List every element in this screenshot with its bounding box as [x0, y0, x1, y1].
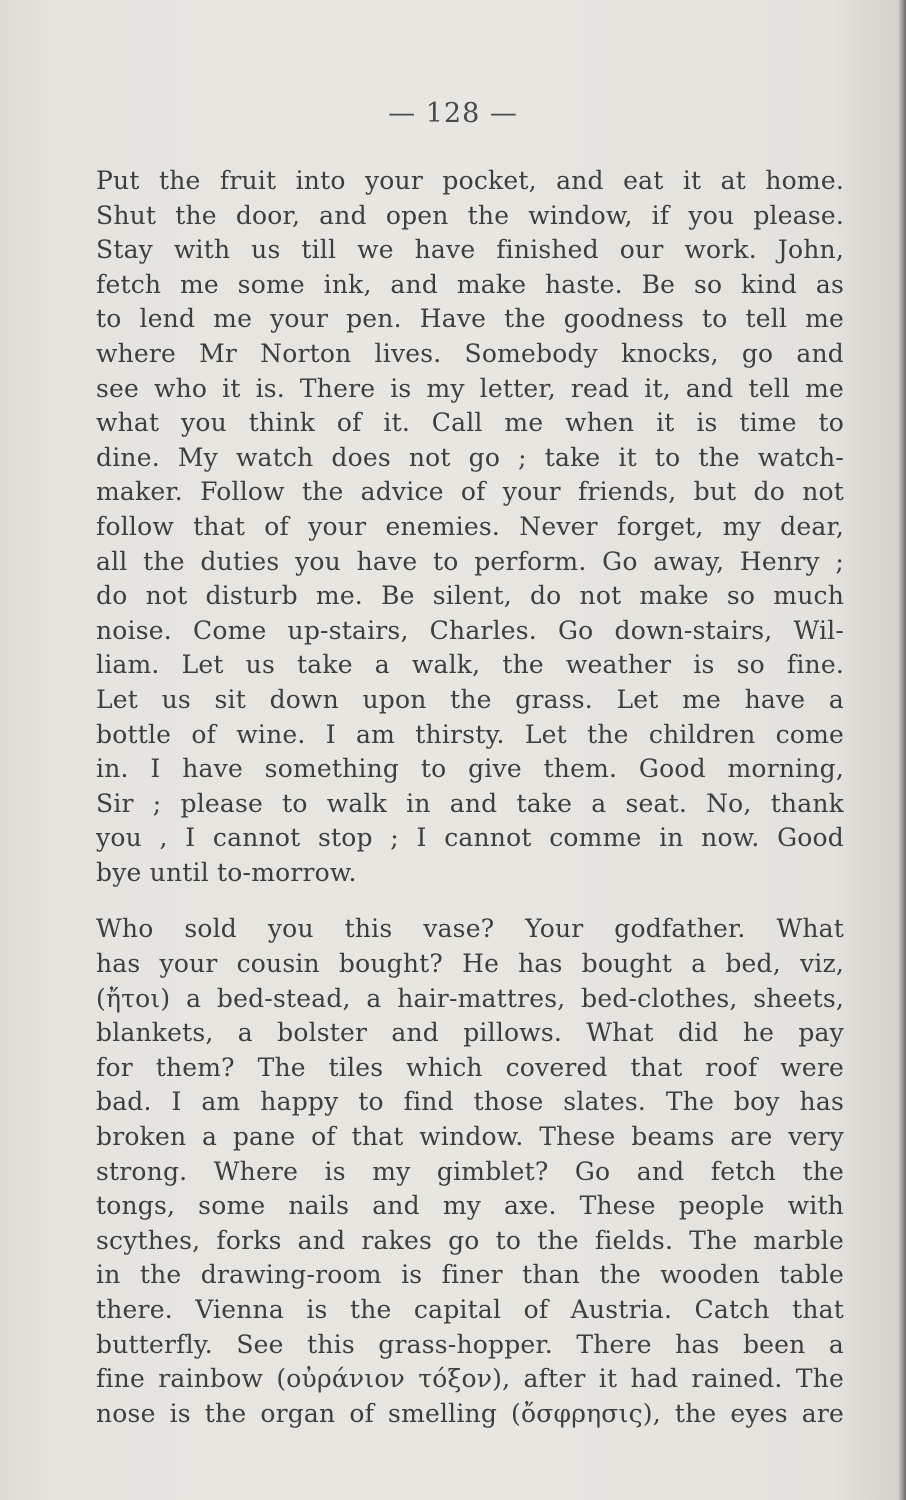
text-line: fine rainbow (οὐράνιον τόξον), after it had rained. The: [96, 1364, 844, 1394]
text-line: in. I have something to give them. Good morning,: [96, 754, 844, 784]
text-line: broken a pane of that window. These beams are very: [96, 1122, 844, 1152]
page-edge-shadow: [898, 0, 906, 1500]
text-line: Shut the door, and open the window, if you please.: [96, 200, 844, 230]
text-line: maker. Follow the advice of your friends, but do not: [96, 477, 844, 507]
text-line: bye until to-morrow.: [96, 857, 357, 887]
text-line: bad. I am happy to find those slates. The boy has: [96, 1087, 844, 1117]
text-line: Sir ; please to walk in and take a seat. No, thank: [96, 788, 844, 818]
text-line: has your cousin bought? He has bought a bed, viz,: [96, 949, 844, 979]
text-line: do not disturb me. Be silent, do not make so much: [96, 581, 844, 611]
text-line: blankets, a bolster and pillows. What did he pay: [96, 1018, 844, 1048]
text-line: Who sold you this vase? Your godfather. What: [96, 914, 844, 944]
text-line: to lend me your pen. Have the goodness to tell me: [96, 304, 844, 334]
page-body: [96, 164, 844, 1431]
text-line: what you think of it. Call me when it is time to: [96, 408, 844, 438]
text-line: strong. Where is my gimblet? Go and fetch the: [96, 1156, 844, 1186]
text-line: for them? The tiles which covered that roof were: [96, 1052, 844, 1082]
text-line: all the duties you have to perform. Go away, Henry ;: [96, 546, 844, 576]
text-line: tongs, some nails and my axe. These people with: [96, 1191, 844, 1221]
text-line: liam. Let us take a walk, the weather is so fine.: [96, 650, 844, 680]
text-line: bottle of wine. I am thirsty. Let the children come: [96, 719, 844, 749]
text-line: you , I cannot stop ; I cannot comme in now. Good: [96, 823, 844, 853]
text-line: Put the fruit into your pocket, and eat it at home.: [96, 166, 844, 195]
text-line: where Mr Norton lives. Somebody knocks, go and: [96, 338, 844, 368]
page-number: — 128 —: [388, 98, 518, 129]
text-line: scythes, forks and rakes go to the fields. The marble: [96, 1225, 844, 1255]
text-line: butterfly. See this grass-hopper. There has been a: [96, 1329, 844, 1359]
text-line: dine. My watch does not go ; take it to the watch-: [96, 442, 844, 472]
text-line: follow that of your enemies. Never forget, my dear,: [96, 511, 844, 541]
text-line: Stay with us till we have finished our work. John,: [96, 235, 844, 265]
text-line: fetch me some ink, and make haste. Be so kind as: [96, 269, 844, 299]
paragraph-1: [96, 164, 844, 890]
text-line: (ἤτοι) a bed-stead, a hair-mattres, bed-clothes, sheets,: [96, 983, 844, 1013]
text-line: nose is the organ of smelling (ὄσφρησις), the eyes are: [96, 1398, 844, 1428]
text-line: Let us sit down upon the grass. Let me have a: [96, 684, 844, 714]
text-line: there. Vienna is the capital of Austria. Catch that: [96, 1295, 844, 1324]
paragraph-2: [96, 912, 844, 1431]
text-line: in the drawing-room is finer than the wooden table: [96, 1260, 844, 1290]
text-line: see who it is. There is my letter, read it, and tell me: [96, 373, 844, 403]
text-line: noise. Come up-stairs, Charles. Go down-stairs, Wil-: [96, 615, 844, 645]
paragraph-gap: [96, 890, 844, 912]
